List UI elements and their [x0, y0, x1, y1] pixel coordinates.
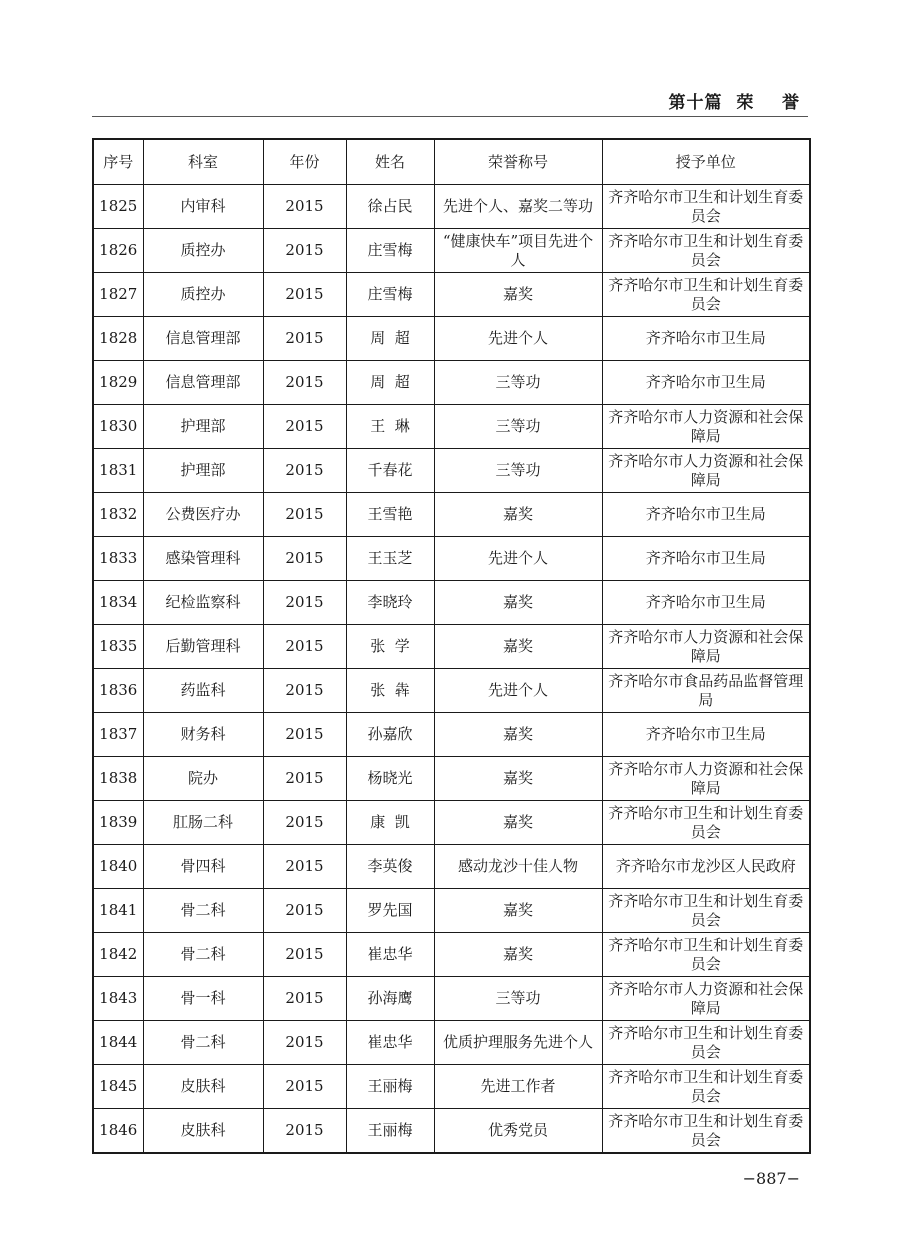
cell-name: 徐占民 [346, 185, 434, 229]
cell-awarding-unit: 齐齐哈尔市龙沙区人民政府 [602, 845, 810, 889]
column-header-department: 科室 [143, 139, 263, 185]
cell-year: 2015 [263, 845, 346, 889]
cell-department: 皮肤科 [143, 1109, 263, 1154]
cell-index: 1831 [93, 449, 143, 493]
cell-year: 2015 [263, 449, 346, 493]
cell-name: 王 琳 [346, 405, 434, 449]
cell-department: 信息管理部 [143, 361, 263, 405]
cell-year: 2015 [263, 713, 346, 757]
cell-awarding-unit: 齐齐哈尔市卫生和计划生育委员会 [602, 889, 810, 933]
cell-honor: 嘉奖 [434, 273, 602, 317]
cell-year: 2015 [263, 977, 346, 1021]
cell-index: 1846 [93, 1109, 143, 1154]
cell-name: 杨晓光 [346, 757, 434, 801]
cell-name: 周 超 [346, 317, 434, 361]
cell-awarding-unit: 齐齐哈尔市卫生局 [602, 493, 810, 537]
cell-honor: 优质护理服务先进个人 [434, 1021, 602, 1065]
table-row [93, 933, 810, 977]
table-row [93, 405, 810, 449]
cell-honor: 优秀党员 [434, 1109, 602, 1154]
cell-department: 肛肠二科 [143, 801, 263, 845]
cell-name: 王玉芝 [346, 537, 434, 581]
table-row [93, 713, 810, 757]
cell-index: 1832 [93, 493, 143, 537]
cell-index: 1833 [93, 537, 143, 581]
cell-honor: 嘉奖 [434, 801, 602, 845]
cell-year: 2015 [263, 185, 346, 229]
cell-year: 2015 [263, 361, 346, 405]
cell-name: 李英俊 [346, 845, 434, 889]
cell-department: 院办 [143, 757, 263, 801]
cell-department: 内审科 [143, 185, 263, 229]
cell-honor: 三等功 [434, 405, 602, 449]
table-row [93, 801, 810, 845]
cell-year: 2015 [263, 625, 346, 669]
cell-honor: 嘉奖 [434, 493, 602, 537]
cell-index: 1845 [93, 1065, 143, 1109]
cell-honor: 嘉奖 [434, 933, 602, 977]
cell-awarding-unit: 齐齐哈尔市卫生和计划生育委员会 [602, 1021, 810, 1065]
table-row [93, 317, 810, 361]
cell-index: 1839 [93, 801, 143, 845]
cell-name: 张 学 [346, 625, 434, 669]
cell-department: 质控办 [143, 273, 263, 317]
cell-awarding-unit: 齐齐哈尔市卫生和计划生育委员会 [602, 185, 810, 229]
cell-department: 感染管理科 [143, 537, 263, 581]
cell-honor: 感动龙沙十佳人物 [434, 845, 602, 889]
cell-year: 2015 [263, 889, 346, 933]
cell-department: 骨四科 [143, 845, 263, 889]
cell-awarding-unit: 齐齐哈尔市人力资源和社会保障局 [602, 405, 810, 449]
cell-awarding-unit: 齐齐哈尔市人力资源和社会保障局 [602, 977, 810, 1021]
cell-year: 2015 [263, 1065, 346, 1109]
cell-awarding-unit: 齐齐哈尔市人力资源和社会保障局 [602, 625, 810, 669]
cell-department: 皮肤科 [143, 1065, 263, 1109]
cell-awarding-unit: 齐齐哈尔市卫生局 [602, 361, 810, 405]
cell-department: 信息管理部 [143, 317, 263, 361]
table-row [93, 581, 810, 625]
column-header-year: 年份 [263, 139, 346, 185]
cell-awarding-unit: 齐齐哈尔市卫生和计划生育委员会 [602, 1109, 810, 1154]
column-header-awarding-unit: 授予单位 [602, 139, 810, 185]
table-row [93, 625, 810, 669]
cell-awarding-unit: 齐齐哈尔市卫生和计划生育委员会 [602, 801, 810, 845]
column-header-name: 姓名 [346, 139, 434, 185]
table-row [93, 1109, 810, 1154]
cell-index: 1836 [93, 669, 143, 713]
cell-index: 1829 [93, 361, 143, 405]
cell-name: 千春花 [346, 449, 434, 493]
cell-department: 财务科 [143, 713, 263, 757]
cell-name: 李晓玲 [346, 581, 434, 625]
cell-name: 王雪艳 [346, 493, 434, 537]
cell-index: 1842 [93, 933, 143, 977]
cell-index: 1843 [93, 977, 143, 1021]
cell-index: 1841 [93, 889, 143, 933]
cell-department: 护理部 [143, 405, 263, 449]
cell-index: 1828 [93, 317, 143, 361]
cell-honor: 嘉奖 [434, 581, 602, 625]
cell-year: 2015 [263, 1021, 346, 1065]
cell-index: 1830 [93, 405, 143, 449]
cell-name: 周 超 [346, 361, 434, 405]
cell-awarding-unit: 齐齐哈尔市卫生局 [602, 537, 810, 581]
cell-awarding-unit: 齐齐哈尔市卫生和计划生育委员会 [602, 1065, 810, 1109]
cell-awarding-unit: 齐齐哈尔市卫生和计划生育委员会 [602, 273, 810, 317]
cell-honor: 嘉奖 [434, 625, 602, 669]
cell-index: 1838 [93, 757, 143, 801]
cell-department: 纪检监察科 [143, 581, 263, 625]
cell-year: 2015 [263, 405, 346, 449]
cell-awarding-unit: 齐齐哈尔市卫生局 [602, 713, 810, 757]
cell-department: 质控办 [143, 229, 263, 273]
section-title: 第十篇 荣 誉 [668, 93, 800, 113]
cell-honor: 嘉奖 [434, 757, 602, 801]
cell-department: 公费医疗办 [143, 493, 263, 537]
cell-honor: 先进个人 [434, 537, 602, 581]
cell-department: 骨二科 [143, 933, 263, 977]
cell-name: 崔忠华 [346, 933, 434, 977]
cell-index: 1834 [93, 581, 143, 625]
cell-year: 2015 [263, 669, 346, 713]
cell-department: 骨一科 [143, 977, 263, 1021]
cell-awarding-unit: 齐齐哈尔市卫生和计划生育委员会 [602, 933, 810, 977]
cell-honor: 先进个人 [434, 317, 602, 361]
cell-year: 2015 [263, 229, 346, 273]
cell-honor: 三等功 [434, 449, 602, 493]
cell-department: 骨二科 [143, 889, 263, 933]
cell-name: 庄雪梅 [346, 273, 434, 317]
cell-honor: 先进个人、嘉奖二等功 [434, 185, 602, 229]
cell-name: 庄雪梅 [346, 229, 434, 273]
cell-honor: 三等功 [434, 977, 602, 1021]
table-row [93, 229, 810, 273]
column-header-index: 序号 [93, 139, 143, 185]
cell-year: 2015 [263, 581, 346, 625]
cell-name: 张 犇 [346, 669, 434, 713]
table-row [93, 493, 810, 537]
cell-index: 1827 [93, 273, 143, 317]
cell-index: 1837 [93, 713, 143, 757]
cell-name: 王丽梅 [346, 1109, 434, 1154]
table-row [93, 1065, 810, 1109]
running-header [92, 88, 808, 117]
cell-name: 罗先国 [346, 889, 434, 933]
page-number: −887− [742, 1169, 800, 1188]
table-row [93, 273, 810, 317]
cell-name: 崔忠华 [346, 1021, 434, 1065]
cell-name: 孙海鹰 [346, 977, 434, 1021]
cell-awarding-unit: 齐齐哈尔市卫生局 [602, 581, 810, 625]
cell-year: 2015 [263, 273, 346, 317]
table-row [93, 889, 810, 933]
cell-index: 1826 [93, 229, 143, 273]
cell-awarding-unit: 齐齐哈尔市人力资源和社会保障局 [602, 449, 810, 493]
cell-honor: “健康快车”项目先进个人 [434, 229, 602, 273]
table-row [93, 977, 810, 1021]
cell-year: 2015 [263, 317, 346, 361]
cell-department: 骨二科 [143, 1021, 263, 1065]
table-row [93, 669, 810, 713]
table-row [93, 757, 810, 801]
cell-honor: 嘉奖 [434, 713, 602, 757]
table-row [93, 845, 810, 889]
cell-department: 后勤管理科 [143, 625, 263, 669]
cell-awarding-unit: 齐齐哈尔市食品药品监督管理局 [602, 669, 810, 713]
cell-department: 药监科 [143, 669, 263, 713]
table-row [93, 449, 810, 493]
table-row [93, 361, 810, 405]
cell-name: 孙嘉欣 [346, 713, 434, 757]
cell-index: 1825 [93, 185, 143, 229]
cell-index: 1840 [93, 845, 143, 889]
table-row [93, 1021, 810, 1065]
cell-honor: 三等功 [434, 361, 602, 405]
cell-department: 护理部 [143, 449, 263, 493]
cell-awarding-unit: 齐齐哈尔市卫生局 [602, 317, 810, 361]
cell-year: 2015 [263, 801, 346, 845]
cell-name: 康 凯 [346, 801, 434, 845]
cell-year: 2015 [263, 537, 346, 581]
honors-table [92, 138, 811, 1154]
table-header-row [93, 139, 810, 185]
table-row [93, 537, 810, 581]
cell-year: 2015 [263, 757, 346, 801]
cell-awarding-unit: 齐齐哈尔市人力资源和社会保障局 [602, 757, 810, 801]
cell-index: 1844 [93, 1021, 143, 1065]
table-body [93, 185, 810, 1154]
cell-year: 2015 [263, 493, 346, 537]
cell-name: 王丽梅 [346, 1065, 434, 1109]
cell-year: 2015 [263, 1109, 346, 1154]
cell-honor: 嘉奖 [434, 889, 602, 933]
cell-honor: 先进个人 [434, 669, 602, 713]
cell-year: 2015 [263, 933, 346, 977]
cell-honor: 先进工作者 [434, 1065, 602, 1109]
cell-index: 1835 [93, 625, 143, 669]
cell-awarding-unit: 齐齐哈尔市卫生和计划生育委员会 [602, 229, 810, 273]
column-header-honor: 荣誉称号 [434, 139, 602, 185]
table-row [93, 185, 810, 229]
